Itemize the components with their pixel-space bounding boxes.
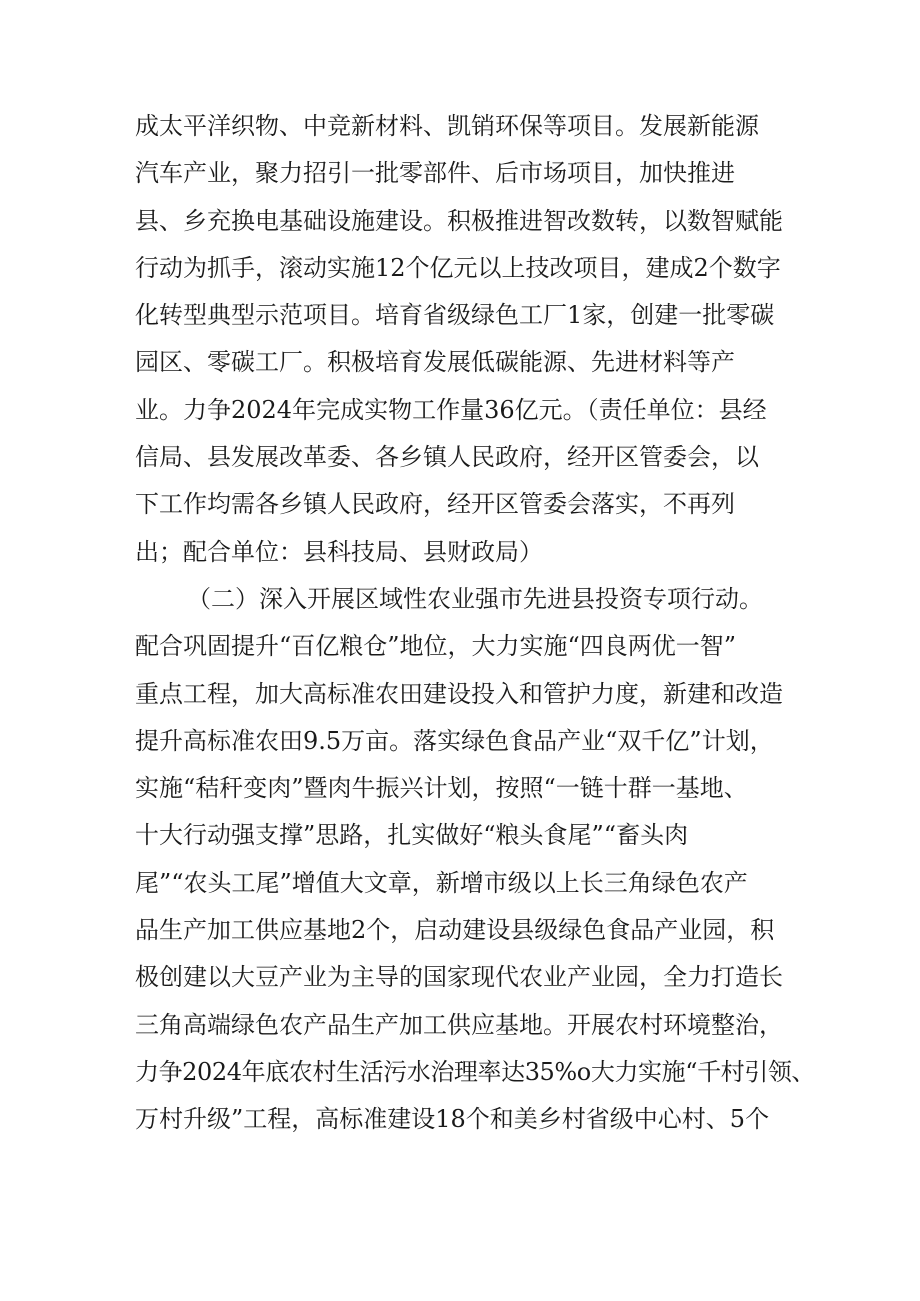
text-line: 提升高标准农田9.5万亩。落实绿色食品产业“双千亿”计划，	[135, 726, 774, 755]
text-line: 汽车产业，聚力招引一批零部件、后市场项目，加快推进	[135, 159, 735, 188]
text-line: 县、乡充换电基础设施建设。积极推进智改数转，以数智赋能	[135, 206, 783, 235]
text-line: 尾”“农头工尾”增值大文章，新增市级以上长三角绿色农产	[135, 868, 748, 897]
body-text	[135, 103, 815, 1144]
text-line: 十大行动强支撑”思路，扎实做好“粮头食尾”“畜头肉	[135, 821, 689, 850]
text-line: 业。力争2024年完成实物工作量36亿元。（责任单位：县经	[135, 395, 767, 424]
section-heading-line: （二）深入开展区域性农业强市先进县投资专项行动。	[187, 584, 763, 613]
text-line: 力争2024年底农村生活污水治理率达35%o大力实施“千村引领、	[135, 1057, 816, 1086]
text-line: 化转型典型示范项目。培育省级绿色工厂1家，创建一批零碳	[135, 301, 775, 330]
text-line: 实施“秸秆变肉”暨肉牛振兴计划，按照“一链十群一基地、	[135, 774, 748, 803]
text-line: 成太平洋织物、中竞新材料、凯销环保等项目。发展新能源	[135, 112, 759, 140]
text-line: 园区、零碳工厂。积极培育发展低碳能源、先进材料等产	[135, 348, 735, 377]
text-line: 三角高端绿色农产品生产加工供应基地。开展农村环境整治，	[135, 1010, 783, 1039]
text-line: 信局、县发展改革委、各乡镇人民政府，经开区管委会，以	[135, 443, 759, 472]
text-line: 下工作均需各乡镇人民政府，经开区管委会落实，不再列	[135, 490, 735, 519]
text-line: 行动为抓手，滚动实施12个亿元以上技改项目，建成2个数字	[135, 253, 781, 282]
text-line: 配合巩固提升“百亿粮仓”地位，大力实施“四良两优一智”	[135, 632, 737, 661]
text-line: 重点工程，加大高标准农田建设投入和管护力度，新建和改造	[135, 679, 783, 708]
text-line: 极创建以大豆产业为主导的国家现代农业产业园，全力打造长	[135, 963, 783, 992]
text-line: 品生产加工供应基地2个，启动建设县级绿色食品产业园，积	[135, 916, 775, 945]
text-line: 出；配合单位：县科技局、县财政局）	[135, 537, 543, 566]
text-line: 万村升级”工程，高标准建设18个和美乡村省级中心村、5个	[135, 1105, 770, 1134]
